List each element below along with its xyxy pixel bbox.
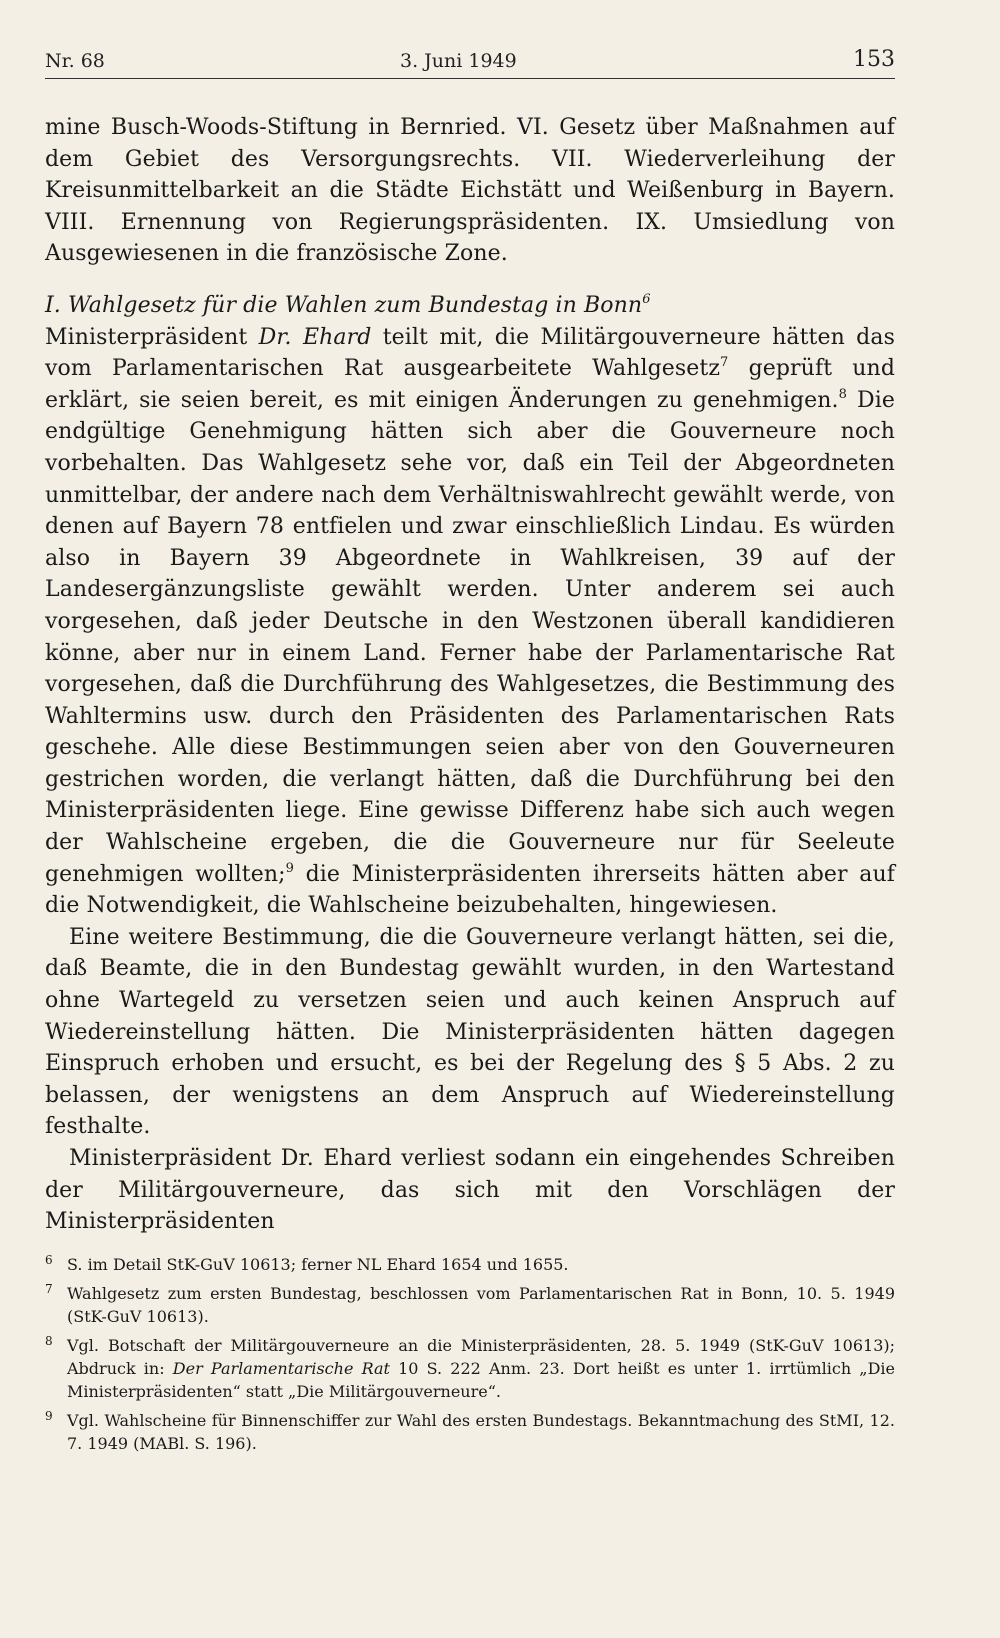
paragraph-1-text-d: Die endgültige Genehmigung hätten sich aber die Gouverneure noch vorbehalten. Das Wahlgesetz sehe vor, daß ein Teil der Abgeordneten unmittelbar, der andere nach dem Verhältniswahlrecht gewählt werde, von denen auf Bayern 78 entfielen und zwar einschließlich Lindau. Es würden also in Bayern 39 Abgeordnete in Wahlkreisen, 39 auf der Landesergänzungsliste gewählt werden. Unter anderem sei auch vorgesehen, daß jeder Deutsche in den Westzonen überall kandidieren könne, aber nur in einem Land. Ferner habe der Parlamentarische Rat vorgesehen, daß die Durchführung des Wahlgesetzes, die Bestimmung des Wahltermins usw. durch den Präsidenten des Parlamentarischen Rats geschehe. Alle diese Bestimmungen seien aber von den Gouverneuren gestrichen worden, die verlangt hätten, daß die Durchführung bei den Ministerpräsidenten liege. Eine gewisse Differenz habe sich auch wegen der Wahlscheine ergeben, die die Gouverneure nur für Seeleute genehmigen wollten; (45, 387, 895, 887)
footnote-text-a: Vgl. Botschaft der Militärgouverneure an die Ministerpräsidenten, 28. 5. 1949 (StK-GuV 10613); Abdruck in: (67, 1336, 895, 1378)
footnote-7 (45, 1282, 895, 1328)
footnote-italic-title: Der Parlamentarische Rat (172, 1359, 390, 1378)
footnote-ref-6: 6 (642, 291, 651, 307)
header-rule (45, 78, 895, 79)
footnote-ref-7: 7 (720, 355, 729, 371)
footnote-ref-9: 9 (285, 860, 294, 876)
footnote-text-b: 10 S. 222 Anm. 23. Dort heißt es unter 1. irrtümlich „Die Ministerpräsidenten“ statt „Die Militärgouverneure“. (67, 1359, 896, 1401)
footnote-9 (45, 1409, 895, 1455)
running-header (45, 47, 895, 80)
paragraph-3: Ministerpräsident Dr. Ehard verliest sodann ein eingehendes Schreiben der Militärgouverneure, das sich mit den Vorschlägen der Ministerpräsidenten (45, 1146, 895, 1235)
header-date: 3. Juni 1949 (400, 50, 517, 72)
footnote-text: Vgl. Wahlscheine für Binnenschiffer zur Wahl des ersten Bundestags. Bekanntmachung des StMI, 12. 7. 1949 (MABl. S. 196). (67, 1411, 895, 1453)
footnote-text: S. im Detail StK-GuV 10613; ferner NL Ehard 1654 und 1655. (67, 1255, 569, 1274)
main-text (45, 112, 895, 1238)
paragraph-1-text-e: die Ministerpräsidenten ihrerseits hätten aber auf die Notwendigkeit, die Wahlscheine beizubehalten, hingewiesen. (45, 861, 895, 919)
intro-paragraph: mine Busch-Woods-Stiftung in Bernried. VI. Gesetz über Maßnahmen auf dem Gebiet des Versorgungsrechts. VII. Wiederverleihung der Kreisunmittelbarkeit an die Städte Eichstätt und Weißenburg in Bayern. VIII. Ernennung von Regierungspräsidenten. IX. Umsiedlung von Ausgewiesenen in die französische Zone. (45, 115, 895, 267)
footnote-text: Wahlgesetz zum ersten Bundestag, beschlossen vom Parlamentarischen Rat in Bonn, 10. 5. 1949 (StK-GuV 10613). (67, 1284, 895, 1326)
footnote-number: 8 (45, 1334, 53, 1348)
page-number: 153 (853, 47, 895, 72)
footnotes (45, 1253, 895, 1461)
paragraph-1 (45, 322, 895, 922)
footnote-number: 7 (45, 1282, 53, 1296)
section-heading (45, 290, 895, 322)
paragraph-2: Eine weitere Bestimmung, die die Gouverneure verlangt hätten, sei die, daß Beamte, die in den Bundestag gewählt wurden, in den Wartestand ohne Wartegeld zu versetzen seien und auch keinen Anspruch auf Wiedereinstellung hätten. Die Ministerpräsidenten hätten dagegen Einspruch erhoben und ersucht, es bei der Regelung des § 5 Abs. 2 zu belassen, der wenigstens an dem Anspruch auf Wiedereinstellung festhalte. (45, 924, 895, 1140)
document-number: Nr. 68 (45, 50, 105, 72)
paragraph-1-text-c: geprüft und erklärt, sie seien bereit, es mit einigen Änderungen zu genehmigen. (45, 356, 896, 413)
footnote-6 (45, 1253, 895, 1276)
footnote-number: 6 (45, 1253, 53, 1267)
paragraph-1-text-b: teilt mit, die Militärgouverneure hätten das vom Parlamentarischen Rat ausgearbeitete Wahlgesetz (45, 324, 895, 382)
page (45, 0, 895, 1638)
speaker-name: Dr. Ehard (258, 324, 372, 350)
paragraph-1-text-a: Ministerpräsident (45, 324, 259, 350)
footnote-8 (45, 1334, 895, 1403)
footnote-number: 9 (45, 1409, 53, 1423)
section-heading-text: I. Wahlgesetz für die Wahlen zum Bundestag in Bonn (45, 292, 643, 318)
footnote-ref-8: 8 (838, 386, 848, 402)
